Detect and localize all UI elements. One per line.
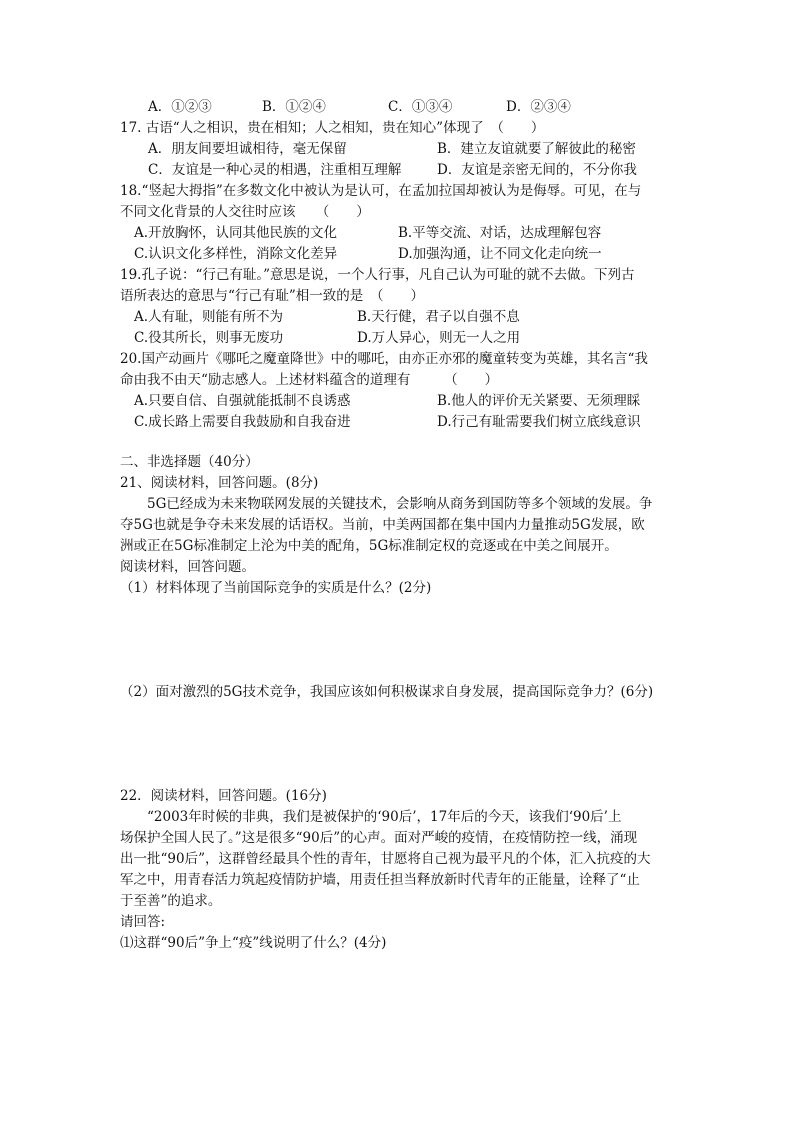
q21-prompt: 阅读材料，回答问题。 xyxy=(120,559,255,575)
q21-material-line3: 洲或正在5G标准制定上沦为中美的配角，5G标准制定权的竞逐或在中美之间展开。 xyxy=(120,538,618,554)
q21-material-line1: 5G已经成为未来物联网发展的关键技术，会影响从商务到国防等多个领域的发展。争 xyxy=(120,496,653,512)
q16-option-d: D．②③④ xyxy=(506,99,571,115)
q20-stem-line2: 命由我不由天“励志感人。上述材料蕴含的道理有 （ ） xyxy=(120,372,499,388)
q19-stem-line2: 语所表达的意思与“行己有耻”相一致的是 （ ） xyxy=(120,288,425,304)
q16-option-c: C．①③④ xyxy=(388,99,453,115)
q22-material-line2: 场保护全国人民了。”这是很多“90后”的心声。面对严峻的疫情，在疫情防控一线，涌现 xyxy=(120,830,638,846)
q17-option-c: C．友谊是一种心灵的相遇，注重相互理解 xyxy=(148,162,402,178)
q22-material-line5: 于至善”的追求。 xyxy=(120,893,222,909)
q21-header: 21、阅读材料，回答问题。(8分) xyxy=(120,475,319,491)
q21-material-line2: 夺5G也就是争夺未来发展的话语权。当前，中美两国都在集中国内力量推动5G发展，欧 xyxy=(120,517,645,533)
q16-option-a: A．①②③ xyxy=(148,99,212,115)
q19-option-b: B.天行健，君子以自强不息 xyxy=(357,309,520,325)
q20-option-a: A.只要自信、自强就能抵制不良诱惑 xyxy=(134,393,351,409)
q17-option-a: A．朋友间要坦诚相待，毫无保留 xyxy=(148,141,347,157)
q16-option-b: B．①②④ xyxy=(262,99,326,115)
q21-subquestion-2: （2）面对激烈的5G技术竞争，我国应该如何积极谋求自身发展，提高国际竞争力？(6分) xyxy=(120,684,654,700)
q18-option-d: D.加强沟通，让不同文化走向统一 xyxy=(398,246,602,262)
q22-material-line4: 军之中，用青春活力筑起疫情防护墙，用责任担当释放新时代青年的正能量，诠释了“止 xyxy=(120,872,640,888)
q19-option-c: C.役其所长，则事无废功 xyxy=(134,330,284,346)
q20-stem-line1: 20.国产动画片《哪吒之魔童降世》中的哪吒，由亦正亦邪的魔童转变为英雄，其名言“我 xyxy=(120,351,648,367)
q18-stem-line1: 18.“竖起大拇指”在多数文化中被认为是认可，在孟加拉国却被认为是侮辱。可见，在与 xyxy=(120,183,642,199)
q17-option-d: D．友谊是亲密无间的，不分你我 xyxy=(437,162,637,178)
q22-material-line1: “2003年时候的非典，我们是被保护的‘90后’，17年后的今天，该我们‘90后’上 xyxy=(120,809,622,825)
q22-prompt: 请回答: xyxy=(120,914,166,930)
q19-option-a: A.人有耻，则能有所不为 xyxy=(134,309,284,325)
q17-stem: 17. 古语“人之相识，贵在相知；人之相知，贵在知心”体现了 （ ） xyxy=(120,120,545,136)
q18-stem-line2: 不同文化背景的人交往时应该 （ ） xyxy=(120,204,370,220)
section2-title: 二、非选择题（40分） xyxy=(120,454,259,470)
q20-option-b: B.他人的评价无关紧要、无须理睬 xyxy=(437,393,641,409)
q20-option-d: D.行己有耻需要我们树立底线意识 xyxy=(437,414,641,430)
q22-material-line3: 出一批“90后”，这群曾经最具个性的青年，甘愿将自己视为最平凡的个体，汇入抗疫的大 xyxy=(120,851,651,867)
q22-header: 22．阅读材料，回答问题。(16分) xyxy=(120,788,327,804)
q22-subquestion-1: ⑴这群“90后”争上“疫”线说明了什么？(4分) xyxy=(120,935,387,951)
q20-option-c: C.成长路上需要自我鼓励和自我奋进 xyxy=(134,414,351,430)
q18-option-a: A.开放胸怀，认同其他民族的文化 xyxy=(134,225,338,241)
q21-subquestion-1: （1）材料体现了当前国际竞争的实质是什么？(2分) xyxy=(120,580,432,596)
q19-stem-line1: 19.孔子说：“行己有耻。”意思是说，一个人行事，凡自己认为可耻的就不去做。下列古 xyxy=(120,267,635,283)
q17-option-b: B．建立友谊就要了解彼此的秘密 xyxy=(437,141,636,157)
q19-option-d: D.万人异心，则无一人之用 xyxy=(357,330,521,346)
q18-option-c: C.认识文化多样性，消除文化差异 xyxy=(134,246,338,262)
q18-option-b: B.平等交流、对话，达成理解包容 xyxy=(398,225,602,241)
